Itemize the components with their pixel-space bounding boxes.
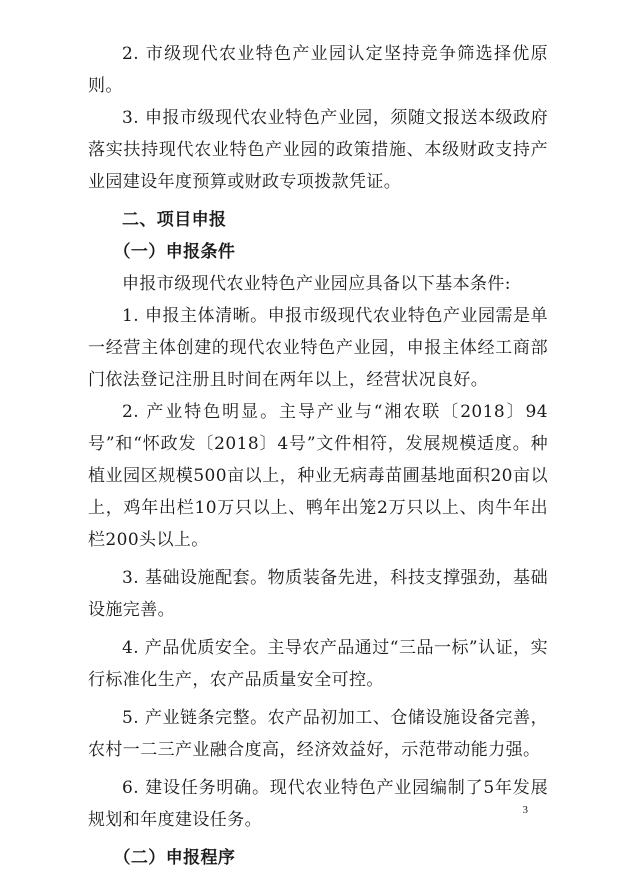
paragraph-condition-6: 6. 建设任务明确。现代农业特色产业园编制了5年发展规划和年度建设任务。: [88, 778, 548, 830]
paragraph-conditions-intro: 申报市级现代农业特色产业园应具备以下基本条件:: [122, 274, 511, 294]
paragraph-condition-4: 4. 产品优质安全。主导农产品通过“三品一标”认证，实行标准化生产，农产品质量安全可控。: [88, 638, 548, 690]
paragraph-principle-2: 2. 市级现代农业特色产业园认定坚持竞争筛选择优原则。: [88, 44, 548, 96]
paragraph-condition-1: 1. 申报主体清晰。申报市级现代农业特色产业园需是单一经营主体创建的现代农业特色产业园，申报主体经工商部门依法登记注册且时间在两年以上，经营状况良好。: [88, 306, 548, 390]
paragraph-condition-2: 2. 产业特色明显。主导产业与“湘农联〔2018〕94号”和“怀政发〔2018〕4号”文件相符，发展规模适度。种植业园区规模500亩以上，种业无病毒苗圃基地面积20亩以上，鸡年出栏10万只以上、鸭年出笼2万只以上、肉牛年出栏200头以上。: [88, 402, 548, 550]
paragraph-condition-3: 3. 基础设施配套。物质装备先进，科技支撑强劲，基础设施完善。: [88, 568, 548, 620]
paragraph-condition-5: 5. 产业链条完整。农产品初加工、仓储设施设备完善，农村一二三产业融合度高，经济效益好，示范带动能力强。: [88, 708, 548, 760]
paragraph-principle-3: 3. 申报市级现代农业特色产业园，须随文报送本级政府落实扶持现代农业特色产业园的政策措施、本级财政支持产业园建设年度预算或财政专项拨款凭证。: [88, 108, 548, 192]
subsection-heading-conditions: （一）申报条件: [113, 242, 236, 262]
section-heading-project-application: 二、项目申报: [122, 210, 227, 230]
subsection-heading-procedure: （二）申报程序: [113, 848, 236, 868]
page-number: 3: [522, 804, 528, 816]
